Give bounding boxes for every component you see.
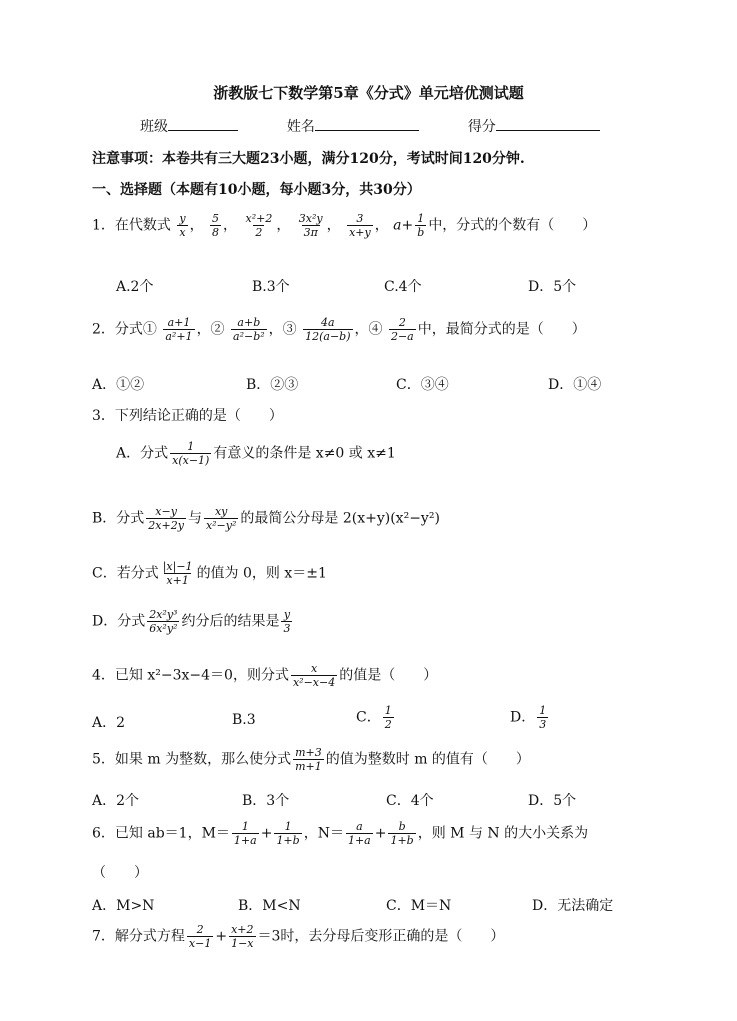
q2-option-a[interactable]: A．①②: [92, 377, 145, 393]
score-label: 得分: [467, 119, 496, 135]
q5-option-b[interactable]: B．3个: [242, 793, 290, 809]
question-2: 2．分式① $\frac{a+1}{\text{a²+1}}$ ，② $\frac{a+b}{\text{a²−b²}}$ ，③ $\frac{4a}{12(a-b)}$ ，④ $\frac{2}{2-a}$ 中，最简分式的是（ ）: [92, 316, 586, 343]
q1-option-b[interactable]: B.3个: [252, 279, 290, 295]
section-1-heading: 一、选择题（本题有10小题，每小题3分，共30分）: [92, 182, 421, 198]
q6-option-a[interactable]: A．M>N: [92, 898, 155, 914]
question-1: 1．在代数式 $\frac{y}{x}$ ， $\frac{5}{8}$ ， $\frac{\text{x²+2}}{2}$ ， $\frac{\text{3x²y}}{3\pi}$ ， $\frac{3}{x+y}$ ， a+ $\frac{1}{b}$ 中，分式的个数有（ ）: [92, 212, 597, 239]
fraction: $\frac{\text{x²+2}}{2}$: [245, 212, 273, 239]
fraction: $\frac{b}{1+b}$: [390, 820, 414, 847]
class-label: 班级: [140, 119, 168, 135]
fraction: $\frac{\text{3x²y}}{3\pi}$: [298, 212, 323, 239]
fraction: $\frac{1}{b}$: [417, 212, 425, 239]
fraction: $\frac{\text{2x²y³}}{\text{6x²y²}}$: [149, 608, 178, 635]
fraction: $\frac{1}{2}$: [384, 704, 392, 731]
q4-option-b[interactable]: B.3: [232, 712, 256, 728]
question-4: 4．已知 x²−3x−4＝0，则分式 $\frac{x}{\text{x²−x−4}}$ 的值是（ ）: [92, 662, 438, 689]
q3-option-b[interactable]: B．分式 $\frac{x-y}{2x+2y}$ 与 $\frac{xy}{\text{x²−y²}}$ 的最简公分母是 2(x+y)(x²−y²): [92, 505, 440, 532]
q6-option-c[interactable]: C．M＝N: [386, 898, 452, 914]
fraction: $\frac{4a}{12(a-b)}$: [305, 316, 351, 343]
q5-option-d[interactable]: D．5个: [528, 793, 577, 809]
q4-option-c[interactable]: C． $\frac{1}{2}$: [356, 704, 392, 731]
page-title: 浙教版七下数学第5章《分式》单元培优测试题: [213, 84, 524, 102]
q2-option-b[interactable]: B．②③: [246, 377, 299, 393]
q2-option-c[interactable]: C．③④: [396, 377, 449, 393]
fraction: $\frac{2}{x-1}$: [188, 923, 212, 950]
fraction: $\frac{x+2}{1-x}$: [231, 923, 254, 950]
fraction: $\frac{1}{3}$: [539, 704, 547, 731]
fraction: $\frac{m+3}{m+1}$: [295, 746, 322, 773]
name-blank[interactable]: [315, 116, 419, 131]
q4-option-d[interactable]: D． $\frac{1}{3}$: [510, 704, 547, 731]
fraction: $\frac{1}{1+a}$: [233, 820, 257, 847]
header-line: [140, 116, 600, 136]
q3-option-a[interactable]: A．分式 $\frac{1}{x(x-1)}$ 有意义的条件是 x≠0 或 x≠1: [116, 440, 396, 467]
q5-option-a[interactable]: A．2个: [92, 793, 140, 809]
q6-answer-paren: （ ）: [92, 865, 148, 881]
q1-option-c[interactable]: C.4个: [384, 279, 422, 295]
name-label: 姓名: [286, 119, 315, 135]
q1-option-d[interactable]: D．5个: [528, 279, 577, 295]
fraction: $\frac{5}{8}$: [212, 212, 220, 239]
q5-option-c[interactable]: C．4个: [386, 793, 434, 809]
fraction: $\frac{xy}{\text{x²−y²}}$: [205, 505, 237, 532]
q3-option-d[interactable]: D．分式 $\frac{\text{2x²y³}}{\text{6x²y²}}$ 约分后的结果是 $\frac{y}{3}$: [92, 608, 291, 635]
fraction: $\frac{2}{2-a}$: [390, 316, 414, 343]
notice: 注意事项：本卷共有三大题23小题，满分120分，考试时间120分钟.: [92, 151, 525, 167]
q6-option-b[interactable]: B．M<N: [238, 898, 301, 914]
question-5: 5．如果 m 为整数，那么使分式 $\frac{m+3}{m+1}$ 的值为整数时 m 的值有（ ）: [92, 746, 530, 773]
fraction: $\frac{3}{x+y}$: [349, 212, 371, 239]
q6-option-d[interactable]: D．无法确定: [532, 898, 614, 914]
fraction: $\frac{y}{x}$: [179, 212, 186, 239]
fraction: $\frac{1}{x(x-1)}$: [172, 440, 210, 467]
fraction: $\frac{a}{1+a}$: [347, 820, 371, 847]
q2-option-d[interactable]: D．①④: [548, 377, 602, 393]
question-3: 3．下列结论正确的是（ ）: [92, 408, 283, 424]
question-6: 6．已知 ab＝1，M＝ $\frac{1}{1+a}$ + $\frac{1}{1+b}$ ，N＝ $\frac{a}{1+a}$ + $\frac{b}{1+b}$ ，则 M 与 N 的大小关系为: [92, 820, 589, 847]
question-7: 7．解分式方程 $\frac{2}{x-1}$ + $\frac{x+2}{1-x}$ ＝3时，去分母后变形正确的是（ ）: [92, 923, 505, 950]
score-blank[interactable]: [496, 116, 600, 131]
fraction: $\frac{1}{1+b}$: [276, 820, 300, 847]
fraction: $\frac{x-y}{2x+2y}$: [148, 505, 184, 532]
fraction: $\frac{a+b}{\text{a²−b²}}$: [233, 316, 265, 343]
fraction: $\frac{a+1}{\text{a²+1}}$: [165, 316, 193, 343]
fraction: $\frac{x}{\text{x²−x−4}}$: [292, 662, 336, 689]
fraction: $\frac{|x|-1}{x+1}$: [162, 560, 193, 587]
q4-option-a[interactable]: A．2: [92, 715, 126, 731]
class-blank[interactable]: [168, 116, 238, 131]
fraction: $\frac{y}{3}$: [283, 608, 291, 635]
q1-option-a[interactable]: A.2个: [116, 279, 154, 295]
q3-option-c[interactable]: C．若分式 $\frac{|x|-1}{x+1}$ 的值为 0，则 x＝±1: [92, 560, 327, 587]
